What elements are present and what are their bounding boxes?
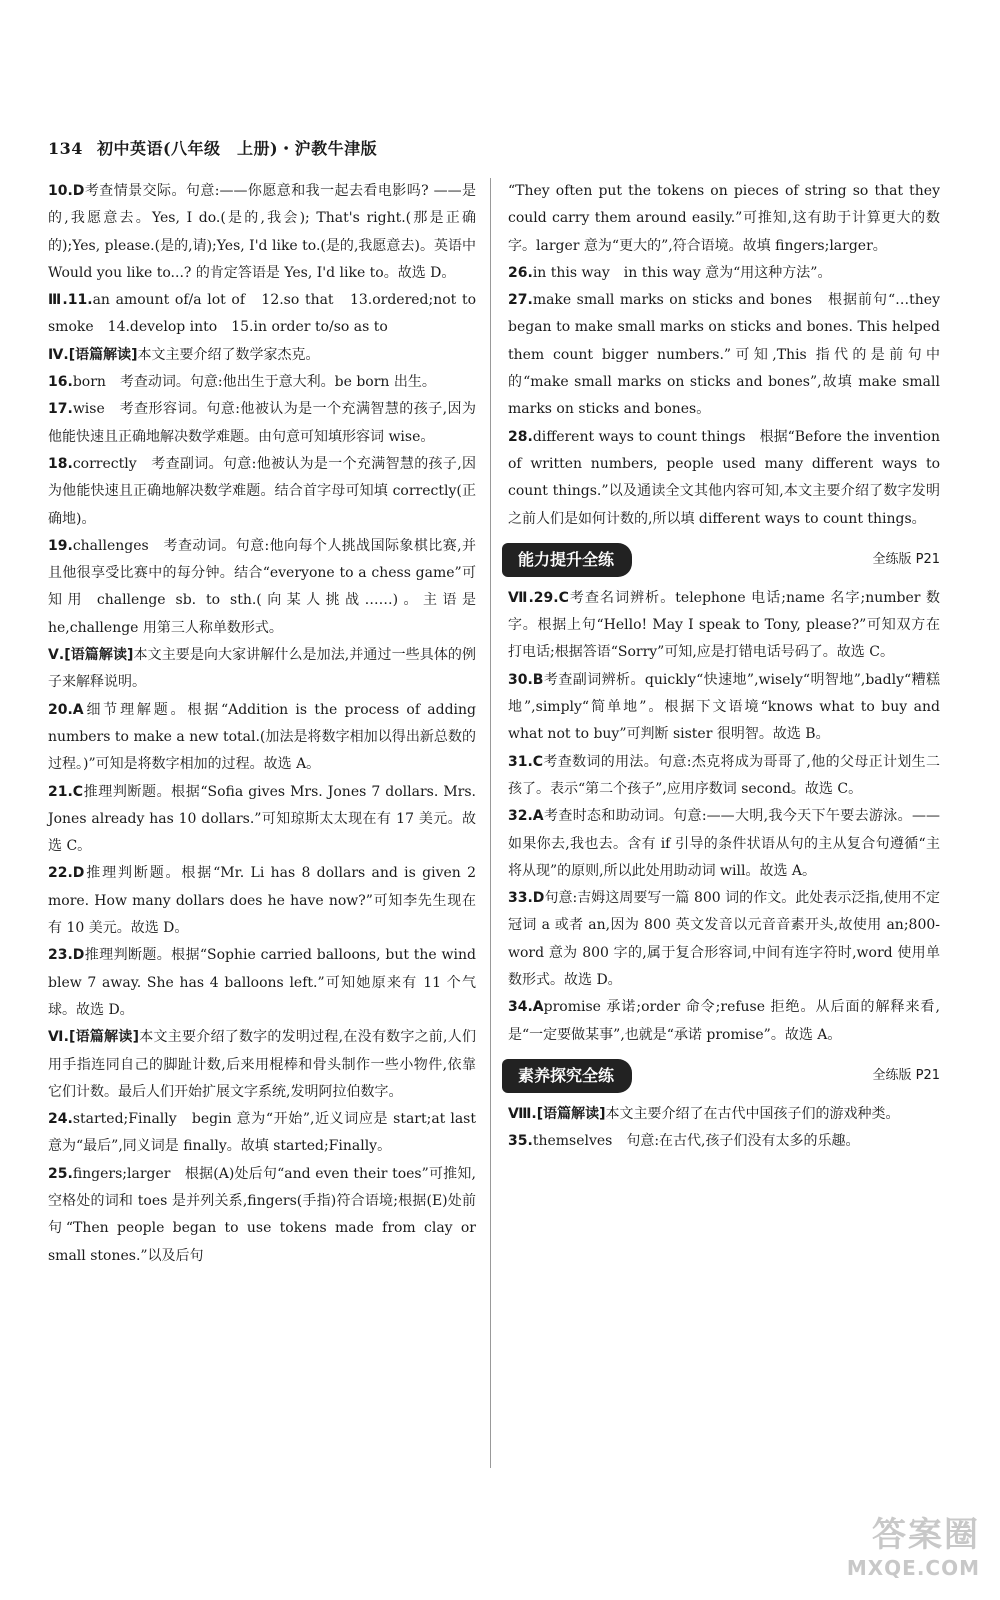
answer-number: 17. [48,401,73,418]
answer-number: 31.C [508,753,544,770]
answer-number: 18. [48,455,73,472]
answer-text: promise 承诺;order 命令;refuse 拒绝。从后面的解释来看,是“一定要做某事”,也就是“承诺 promise”。故选 A。 [508,999,940,1043]
watermark-logo: 答案圈 [872,1515,980,1555]
answer-text: 句意:吉姆这周要写一篇 800 词的作文。此处表示泛指,使用不定冠词 a 或者 an,因为 800 英文发音以元音音素开头,故使用 an;800-word 意为 800 字的,属于复合形容词,中间有连字符时,word 使用单数形式。故选 D。 [508,890,940,989]
answer-item [48,342,476,369]
answer-number: 24. [48,1111,73,1128]
page-number: 134 [48,139,83,158]
right-answers-bottom [508,1101,940,1156]
section-label: 能力提升全练 [508,543,632,576]
section-label: 素养探究全练 [508,1059,632,1092]
answer-number: 33.D [508,890,545,907]
answer-item [48,942,476,1024]
answer-item [508,885,940,994]
answer-text: wise 考查形容词。句意:他被认为是一个充满智慧的孩子,因为他能快速且正确地解决数学难题。由句意可知填形容词 wise。 [48,401,476,445]
answer-number: 22.D [48,865,85,882]
right-column [508,178,940,1156]
answer-item [48,860,476,942]
answer-text: 考查数词的用法。句意:杰克将成为哥哥了,他的父母正计划生二孩了。表示“第二个孩子”,应用序数词 second。故选 C。 [508,753,940,797]
answer-item [48,642,476,697]
answer-item [508,667,940,749]
answer-item [508,803,940,885]
answer-item [48,1106,476,1161]
answer-item [508,585,940,667]
answer-number: Ⅳ.[语篇解读] [48,346,138,363]
answer-text: 考查时态和助动词。句意:——大明,我今天下午要去游泳。——如果你去,我也去。含有 if 引导的条件状语从句的主从复合句遵循“主将从现”的原则,所以此处用助动词 will。故选 A。 [508,808,940,879]
right-answers-mid [508,585,940,1049]
answer-text: challenges 考查动词。句意:他向每个人挑战国际象棋比赛,并且他很享受比赛中的每分钟。结合“everyone to a chess game”可知用 challenge sb. to sth.(向某人挑战……)。主语是 he,challenge 用第三人称单数形式。 [48,537,476,636]
answer-item [48,178,476,287]
answer-text: started;Finally begin 意为“开始”,近义词应是 start;at last 意为“最后”,同义词是 finally。故填 started;Finally。 [48,1111,476,1155]
answer-item [48,451,476,533]
answer-item [508,287,940,423]
page-header [48,136,377,159]
answer-number: 26. [508,264,533,281]
section-banner-ability [508,543,940,577]
answer-text: in this way in this way 意为“用这种方法”。 [532,264,832,281]
answer-text: born 考查动词。句意:他出生于意大利。be born 出生。 [72,374,436,391]
answer-text: make small marks on sticks and bones 根据前句“…they began to make small marks on sticks and bones. This helped them count bigger numbers.”可知,This 指代的是前句中的“make small marks on sticks and bones”,故填 make small marks on sticks and bones。 [508,292,940,418]
answer-item [48,396,476,451]
answer-number: 30.B [508,671,544,688]
answer-text: 考查副词辨析。quickly“快速地”,wisely“明智地”,badly“糟糕地”,simply“简单地”。根据下文语境“knows what to buy and what not to buy”可判断 sister 很明智。故选 B。 [508,671,940,743]
answer-number: 16. [48,374,73,391]
answer-text: 推理判断题。根据“Sophie carried balloons, but the wind blew 7 away. She has 4 balloons left.”可知她原来有 11 个气球。故选 D。 [48,947,476,1018]
answer-number: 25. [48,1165,73,1182]
answer-text: different ways to count things 根据“Before the invention of written numbers, people used many different ways to count things.”以及通读全文其他内容可知,本文主要介绍了数字发明之前人们是如何计数的,所以填 different ways to count things。 [508,428,940,527]
answer-text: fingers;larger 根据(A)处后句“and even their toes”可推知,空格处的词和 toes 是并列关系,fingers(手指)符合语境;根据(E)处前句“Then people began to use tokens made from clay or small stones.”以及后句 [48,1165,476,1264]
answer-number: 34.A [508,999,544,1016]
answer-text: “They often put the tokens on pieces of string so that they could carry them around easily.”可推知,这有助于计算更大的数字。larger 意为“更大的”,符合语境。故填 fingers;larger。 [508,183,940,254]
answer-number: Ⅴ.[语篇解读] [48,647,134,664]
answer-item [508,994,940,1049]
answer-item [48,287,476,342]
answer-text: 考查名词辨析。telephone 电话;name 名字;number 数字。根据上句“Hello! May I speak to Tony, please?”可知双方在打电话;根据答语“Sorry”可知,应是打错电话号码了。故选 C。 [508,589,941,661]
answer-number: 32.A [508,808,544,825]
section-banner-literacy [508,1059,940,1093]
answer-number: 23.D [48,947,85,964]
answer-number: 21.C [48,783,84,800]
answer-text: an amount of/a lot of 12.so that 13.ordered;not to smoke 14.develop into 15.in order to/so as to [48,292,477,336]
answer-text: 考查情景交际。句意:——你愿意和我一起去看电影吗? ——是的,我愿意去。Yes, I do.(是的,我会); That's right.(那是正确的);Yes, please.(是的,请);Yes, I'd like to.(是的,我愿意去)。英语中 Would you like to...? 的肯定答语是 Yes, I'd like to。故选 D。 [48,183,476,281]
answer-item [508,749,940,804]
answer-item [48,697,476,779]
answer-text: 本文主要介绍了在古代中国孩子们的游戏种类。 [605,1105,900,1122]
answer-item [508,1101,940,1128]
answer-text: correctly 考查副词。句意:他被认为是一个充满智慧的孩子,因为他能快速且正确地解决数学难题。结合首字母可知填 correctly(正确地)。 [48,455,476,527]
left-answers [48,178,476,1270]
answer-number: Ⅲ.11. [48,292,93,309]
answer-number: 28. [508,428,533,445]
answer-item [508,424,940,533]
watermark [847,1507,980,1580]
answer-number: 20.A [48,701,84,718]
answer-item [508,178,940,260]
answer-number: Ⅵ.[语篇解读] [48,1029,139,1046]
answer-text: 本文主要介绍了数学家杰克。 [137,346,320,363]
answer-item [508,260,940,287]
answer-item [48,1024,476,1106]
answer-number: 35. [508,1133,533,1150]
answer-number: 10.D [48,183,85,199]
answer-item [508,1128,940,1155]
answer-text: 本文主要介绍了数字的发明过程,在没有数字之前,人们用手指连同自己的脚趾计数,后来用棍棒和骨头制作一些小物件,依靠它们计数。最后人们开始扩展文字系统,发明阿拉伯数字。 [48,1029,476,1100]
column-divider [490,178,491,1468]
answer-item [48,1161,476,1270]
answer-text: 推理判断题。根据“Sofia gives Mrs. Jones 7 dollars. Mrs. Jones already has 10 dollars.”可知琼斯太太现在有 17 美元。故选 C。 [48,783,476,855]
answer-text: themselves 句意:在古代,孩子们没有太多的乐趣。 [532,1133,860,1150]
section-ref: 全练版 P21 [872,552,940,568]
answer-item [48,369,476,396]
watermark-url: MXQE.COM [846,1556,980,1580]
section-ref: 全练版 P21 [872,1068,940,1084]
answer-number: 27. [508,292,533,309]
left-column [48,178,476,1270]
answer-text: 推理判断题。根据“Mr. Li has 8 dollars and is given 2 more. How many dollars does he have now?”可知李先生现在有 10 美元。故选 D。 [48,865,476,937]
book-title: 初中英语(八年级 上册)・沪教牛津版 [96,139,378,158]
answer-item [48,779,476,861]
answer-number: Ⅶ.29.C [508,589,569,606]
answer-text: 细节理解题。根据“Addition is the process of adding numbers to make a new total.(加法是将数字相加以得出新总数的过程。)”可知是将数字相加的过程。故选 A。 [48,701,476,773]
answer-text: 本文主要是向大家讲解什么是加法,并通过一些具体的例子来解释说明。 [48,647,476,691]
answer-number: Ⅷ.[语篇解读] [508,1105,606,1122]
answer-item [48,533,476,642]
answer-number: 19. [48,537,73,554]
right-answers-top [508,178,940,533]
